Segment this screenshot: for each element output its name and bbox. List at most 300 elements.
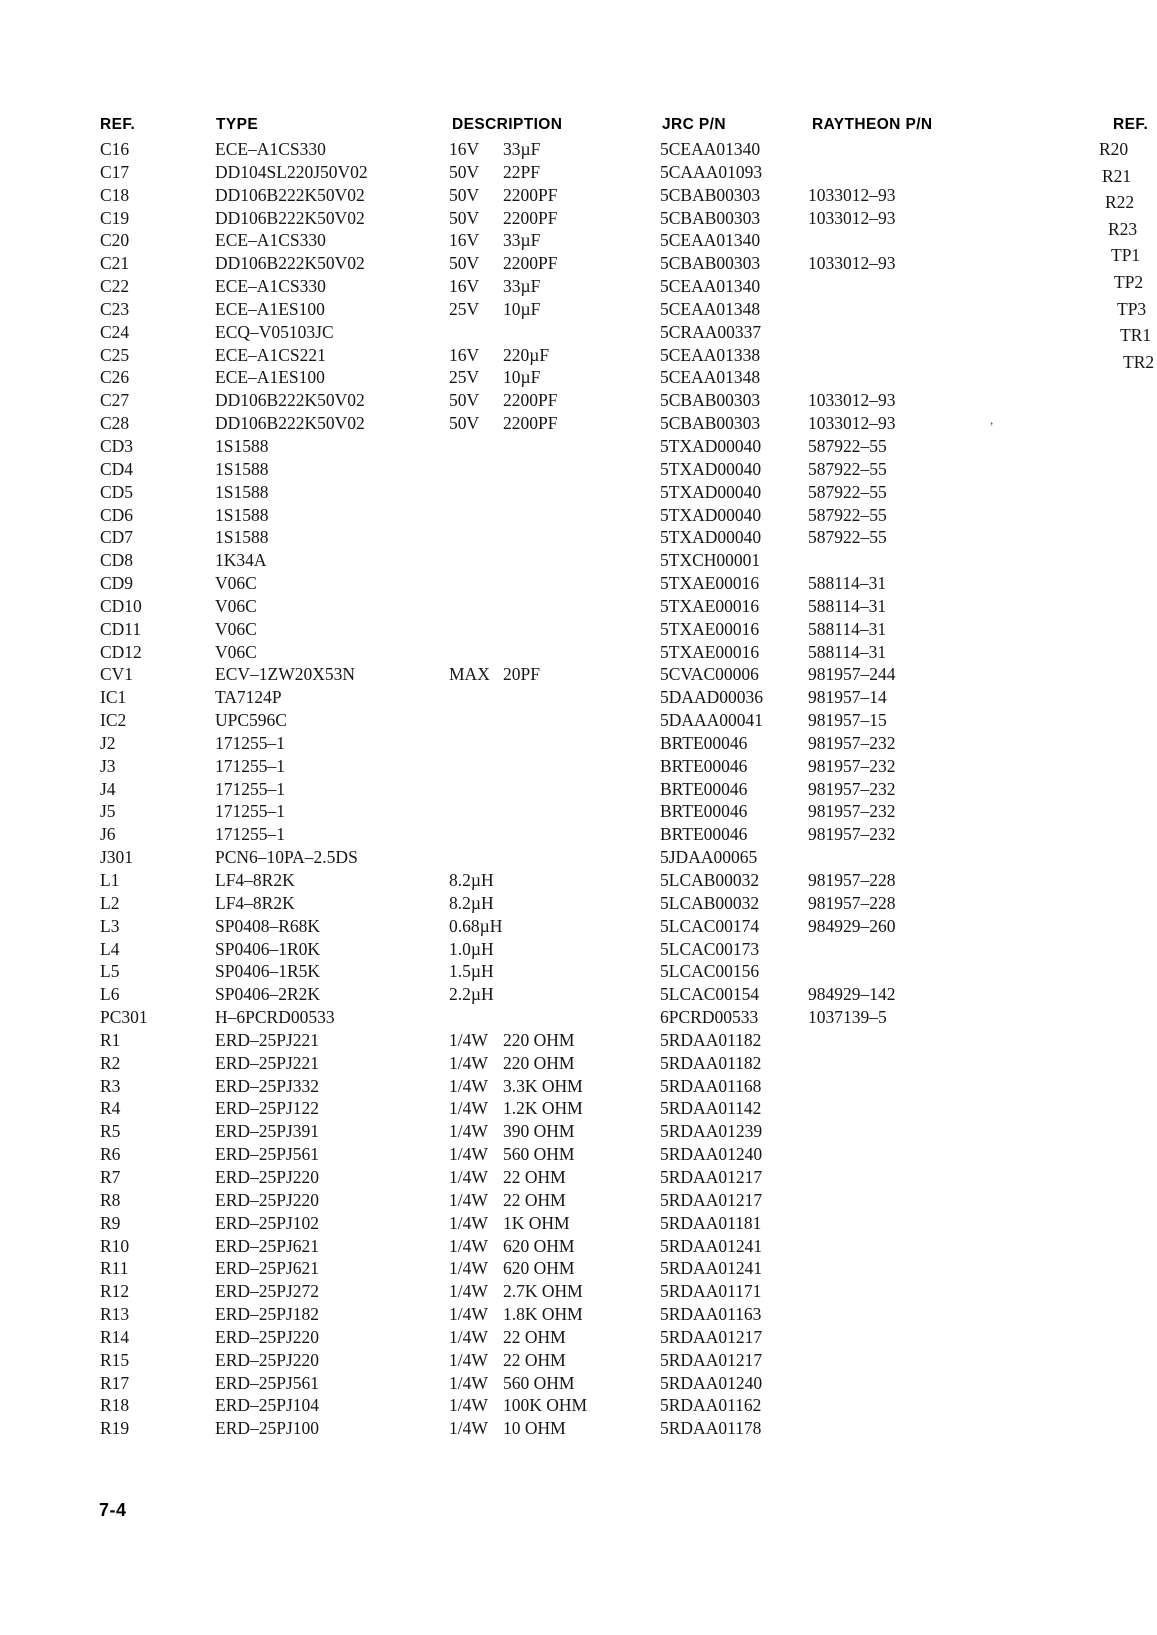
cell-type: ECE–A1CS330 — [215, 230, 326, 251]
cell-jrc: 5CEAA01348 — [660, 298, 761, 319]
cell-desc1: 1.0µH — [449, 938, 494, 959]
cell-ref: R6 — [100, 1144, 121, 1165]
cell-jrc: 5LCAC00174 — [660, 915, 760, 936]
cell-jrc: 5LCAC00156 — [660, 961, 760, 982]
cell-desc2: 560 OHM — [503, 1372, 575, 1393]
cell-ref: CD8 — [100, 550, 134, 571]
cell-desc2: 3.3K OHM — [503, 1075, 583, 1096]
cell-type: UPC596C — [215, 710, 287, 731]
cell-desc2: 1.2K OHM — [503, 1098, 583, 1119]
cell-desc2: 2200PF — [503, 390, 558, 411]
cell-desc2: 33µF — [503, 230, 541, 251]
table-row — [100, 1166, 1157, 1189]
cell-type: ERD–25PJ332 — [215, 1075, 320, 1096]
table-row — [100, 458, 1157, 481]
cell-jrc: 5RDAA01182 — [660, 1052, 762, 1073]
cell-desc2: 620 OHM — [503, 1258, 575, 1279]
cell-ref: C24 — [100, 321, 130, 342]
cell-desc1: 1/4W — [449, 1144, 488, 1165]
cell-raytheon: 587922–55 — [808, 527, 887, 548]
cell-desc1: 16V — [449, 139, 480, 159]
cell-ref: C28 — [100, 413, 130, 434]
cell-jrc: 5TXAD00040 — [660, 458, 762, 479]
cell-type: ECE–A1CS221 — [215, 344, 326, 365]
cell-desc1: 25V — [449, 367, 480, 388]
cell-jrc: 5RDAA01217 — [660, 1326, 763, 1347]
cell-desc2: 2200PF — [503, 184, 558, 205]
cell-ref: C17 — [100, 161, 130, 182]
table-row — [100, 1349, 1157, 1372]
cell-desc2: 20PF — [503, 664, 540, 685]
cell-raytheon: 981957–232 — [808, 801, 896, 822]
cell-ref: CD5 — [100, 481, 134, 502]
cell-ref: L2 — [100, 892, 120, 913]
cell-type: V06C — [215, 641, 257, 662]
cell-type: DD106B222K50V02 — [215, 207, 365, 228]
cell-desc2: 33µF — [503, 276, 541, 297]
cell-jrc: 5TXAD00040 — [660, 481, 762, 502]
cell-type: 171255–1 — [215, 801, 285, 822]
cell-desc1: 1/4W — [449, 1189, 488, 1210]
cell-raytheon: 981957–232 — [808, 824, 896, 845]
cell-raytheon: 587922–55 — [808, 435, 887, 456]
table-row — [100, 1372, 1157, 1395]
cell-type: 171255–1 — [215, 732, 285, 753]
cell-jrc: 6PCRD00533 — [660, 1007, 759, 1028]
cell-ref: C26 — [100, 367, 130, 388]
cell-jrc: 5TXAE00016 — [660, 573, 760, 594]
cell-type: ERD–25PJ220 — [215, 1189, 320, 1210]
cell-raytheon: 1033012–93 — [808, 207, 896, 228]
cell-type: ECE–A1CS330 — [215, 276, 326, 297]
cell-jrc: 5RDAA01178 — [660, 1418, 762, 1439]
cell-type: ERD–25PJ182 — [215, 1304, 320, 1325]
cell-desc1: 16V — [449, 276, 480, 297]
cell-ref: CD12 — [100, 641, 142, 662]
cell-ref: J2 — [100, 732, 116, 753]
right-ref-item: TP3 — [1117, 298, 1147, 319]
cell-jrc: 5CVAC00006 — [660, 664, 759, 685]
cell-jrc: 5RDAA01241 — [660, 1258, 763, 1279]
cell-jrc: 5TXAE00016 — [660, 595, 760, 616]
cell-jrc: 5CEAA01340 — [660, 139, 761, 159]
cell-raytheon: 981957–232 — [808, 755, 896, 776]
table-row — [100, 412, 1157, 435]
cell-ref: PC301 — [100, 1007, 148, 1028]
cell-desc1: 1/4W — [449, 1304, 488, 1325]
cell-jrc: BRTE00046 — [660, 801, 748, 822]
cell-raytheon: 981957–232 — [808, 778, 896, 799]
page-number: 7-4 — [99, 1500, 127, 1520]
cell-ref: R17 — [100, 1372, 130, 1393]
cell-desc1: 1/4W — [449, 1052, 488, 1073]
cell-raytheon: 588114–31 — [808, 618, 887, 639]
table-row — [100, 732, 1157, 755]
table-row — [100, 321, 1157, 344]
cell-raytheon: 1037139–5 — [808, 1007, 887, 1028]
cell-type: ERD–25PJ561 — [215, 1372, 320, 1393]
cell-jrc: BRTE00046 — [660, 732, 748, 753]
cell-desc1: 50V — [449, 207, 480, 228]
cell-jrc: BRTE00046 — [660, 778, 748, 799]
cell-desc2: 100K OHM — [503, 1395, 588, 1416]
cell-ref: CV1 — [100, 664, 134, 685]
table-row — [100, 892, 1157, 915]
cell-ref: R12 — [100, 1281, 130, 1302]
cell-ref: J301 — [100, 847, 134, 868]
table-row — [100, 686, 1157, 709]
right-ref-item: R20 — [1099, 139, 1129, 159]
cell-jrc: 5RDAA01239 — [660, 1121, 763, 1142]
right-ref-item: R23 — [1108, 218, 1138, 239]
cell-type: ERD–25PJ621 — [215, 1235, 320, 1256]
cell-desc2: 220 OHM — [503, 1029, 575, 1050]
scan-artifact-mark: , — [990, 412, 994, 427]
cell-type: H–6PCRD00533 — [215, 1007, 335, 1028]
cell-type: ECE–A1ES100 — [215, 367, 325, 388]
cell-type: LF4–8R2K — [215, 870, 295, 890]
cell-desc2: 620 OHM — [503, 1235, 575, 1256]
cell-type: 1S1588 — [215, 481, 269, 502]
cell-ref: R15 — [100, 1349, 130, 1370]
table-row — [100, 207, 1157, 230]
cell-type: PCN6–10PA–2.5DS — [215, 847, 358, 868]
table-row — [100, 1006, 1157, 1029]
cell-jrc: 5CBAB00303 — [660, 253, 761, 274]
cell-desc1: 50V — [449, 413, 480, 434]
cell-type: SP0406–1R0K — [215, 938, 321, 959]
cell-ref: CD6 — [100, 504, 134, 525]
cell-jrc: 5TXAD00040 — [660, 504, 762, 525]
cell-type: ERD–25PJ621 — [215, 1258, 320, 1279]
cell-type: DD106B222K50V02 — [215, 413, 365, 434]
table-row — [100, 572, 1157, 595]
cell-type: 171255–1 — [215, 824, 285, 845]
cell-jrc: 5RDAA01240 — [660, 1372, 763, 1393]
cell-ref: CD7 — [100, 527, 134, 548]
cell-jrc: 5CEAA01348 — [660, 367, 761, 388]
table-row — [100, 1394, 1157, 1417]
cell-type: DD106B222K50V02 — [215, 184, 365, 205]
cell-ref: R1 — [100, 1029, 121, 1050]
cell-ref: R13 — [100, 1304, 130, 1325]
cell-jrc: 5RDAA01241 — [660, 1235, 763, 1256]
cell-desc2: 10 OHM — [503, 1418, 566, 1439]
column-header-jrc-pn: JRC P/N — [662, 116, 726, 133]
cell-desc1: 2.2µH — [449, 984, 494, 1005]
cell-raytheon: 981957–244 — [808, 664, 896, 685]
cell-desc1: 25V — [449, 298, 480, 319]
cell-type: TA7124P — [215, 687, 282, 708]
right-ref-item: R22 — [1105, 192, 1135, 213]
column-header-raytheon-pn: RAYTHEON P/N — [812, 116, 933, 133]
table-row — [100, 1417, 1157, 1440]
cell-jrc: 5RDAA01163 — [660, 1304, 762, 1325]
table-row — [100, 481, 1157, 504]
cell-jrc: 5TXAE00016 — [660, 618, 760, 639]
cell-ref: R4 — [100, 1098, 121, 1119]
cell-jrc: 5RDAA01240 — [660, 1144, 763, 1165]
cell-desc1: 1/4W — [449, 1075, 488, 1096]
cell-raytheon: 587922–55 — [808, 481, 887, 502]
cell-ref: L4 — [100, 938, 120, 959]
cell-ref: CD11 — [100, 618, 142, 639]
cell-desc2: 2200PF — [503, 207, 558, 228]
cell-desc1: 16V — [449, 344, 480, 365]
table-row — [100, 755, 1157, 778]
table-row — [100, 1257, 1157, 1280]
table-row — [100, 915, 1157, 938]
cell-ref: L3 — [100, 915, 120, 936]
table-row — [100, 1212, 1157, 1235]
cell-ref: C27 — [100, 390, 130, 411]
cell-desc2: 2200PF — [503, 253, 558, 274]
cell-jrc: BRTE00046 — [660, 824, 748, 845]
cell-ref: IC1 — [100, 687, 127, 708]
table-row — [100, 869, 1157, 892]
table-row — [100, 344, 1157, 367]
table-row — [100, 663, 1157, 686]
table-row — [100, 366, 1157, 389]
cell-type: 1S1588 — [215, 458, 269, 479]
cell-jrc: 5JDAA00065 — [660, 847, 758, 868]
cell-desc2: 560 OHM — [503, 1144, 575, 1165]
cell-jrc: 5CRAA00337 — [660, 321, 762, 342]
cell-type: DD106B222K50V02 — [215, 253, 365, 274]
cell-jrc: 5RDAA01142 — [660, 1098, 762, 1119]
cell-type: ERD–25PJ122 — [215, 1098, 320, 1119]
cell-desc2: 22 OHM — [503, 1189, 566, 1210]
cell-jrc: 5RDAA01182 — [660, 1029, 762, 1050]
cell-jrc: 5TXAD00040 — [660, 527, 762, 548]
cell-ref: R18 — [100, 1395, 130, 1416]
cell-type: ERD–25PJ391 — [215, 1121, 320, 1142]
cell-type: 1K34A — [215, 550, 267, 571]
cell-type: SP0406–2R2K — [215, 984, 321, 1005]
cell-desc1: 8.2µH — [449, 870, 494, 890]
cell-type: 1S1588 — [215, 435, 269, 456]
cell-desc1: 1.5µH — [449, 961, 494, 982]
cell-jrc: 5TXAD00040 — [660, 435, 762, 456]
cell-desc1: 1/4W — [449, 1349, 488, 1370]
cell-desc2: 220µF — [503, 344, 550, 365]
cell-ref: R5 — [100, 1121, 121, 1142]
cell-jrc: 5DAAD00036 — [660, 687, 764, 708]
cell-desc1: 16V — [449, 230, 480, 251]
cell-desc2: 22 OHM — [503, 1326, 566, 1347]
cell-ref: C18 — [100, 184, 130, 205]
cell-ref: R8 — [100, 1189, 121, 1210]
cell-ref: CD4 — [100, 458, 134, 479]
cell-desc1: 1/4W — [449, 1098, 488, 1119]
table-row — [100, 1052, 1157, 1075]
cell-raytheon: 587922–55 — [808, 458, 887, 479]
cell-desc2: 22 OHM — [503, 1166, 566, 1187]
cell-jrc: 5CEAA01340 — [660, 230, 761, 251]
cell-type: ERD–25PJ102 — [215, 1212, 320, 1233]
table-row — [100, 709, 1157, 732]
cell-desc2: 1K OHM — [503, 1212, 570, 1233]
cell-jrc: 5TXAE00016 — [660, 641, 760, 662]
cell-type: ERD–25PJ104 — [215, 1395, 320, 1416]
cell-desc2: 220 OHM — [503, 1052, 575, 1073]
cell-desc1: 1/4W — [449, 1258, 488, 1279]
cell-desc1: 1/4W — [449, 1326, 488, 1347]
cell-ref: R19 — [100, 1418, 130, 1439]
cell-type: SP0406–1R5K — [215, 961, 321, 982]
cell-desc1: 1/4W — [449, 1121, 488, 1142]
cell-type: ERD–25PJ220 — [215, 1166, 320, 1187]
cell-raytheon: 1033012–93 — [808, 184, 896, 205]
table-row — [100, 846, 1157, 869]
cell-jrc: 5CBAB00303 — [660, 207, 761, 228]
cell-ref: CD3 — [100, 435, 134, 456]
cell-ref: C20 — [100, 230, 130, 251]
cell-jrc: 5RDAA01162 — [660, 1395, 762, 1416]
table-row — [100, 1029, 1157, 1052]
cell-raytheon: 1033012–93 — [808, 390, 896, 411]
cell-ref: C19 — [100, 207, 130, 228]
cell-jrc: BRTE00046 — [660, 755, 748, 776]
table-row — [100, 1189, 1157, 1212]
cell-desc1: 0.68µH — [449, 915, 503, 936]
cell-desc1: 1/4W — [449, 1418, 488, 1439]
cell-ref: C25 — [100, 344, 130, 365]
cell-ref: R3 — [100, 1075, 121, 1096]
table-row — [100, 641, 1157, 664]
cell-desc2: 22PF — [503, 161, 540, 182]
cell-ref: R14 — [100, 1326, 130, 1347]
table-row — [100, 960, 1157, 983]
cell-desc2: 22 OHM — [503, 1349, 566, 1370]
cell-jrc: 5TXCH00001 — [660, 550, 761, 571]
cell-desc1: 8.2µH — [449, 892, 494, 913]
table-row — [100, 1280, 1157, 1303]
column-header-type: TYPE — [216, 116, 259, 133]
cell-type: ERD–25PJ220 — [215, 1326, 320, 1347]
cell-desc2: 2200PF — [503, 413, 558, 434]
cell-desc1: 1/4W — [449, 1395, 488, 1416]
cell-type: ERD–25PJ221 — [215, 1052, 320, 1073]
cell-jrc: 5CBAB00303 — [660, 390, 761, 411]
cell-ref: IC2 — [100, 710, 127, 731]
cell-jrc: 5LCAC00173 — [660, 938, 760, 959]
table-row — [100, 1097, 1157, 1120]
table-row — [100, 549, 1157, 572]
cell-ref: CD10 — [100, 595, 142, 616]
cell-jrc: 5CBAB00303 — [660, 184, 761, 205]
column-header-ref: REF. — [100, 116, 136, 133]
cell-jrc: 5LCAB00032 — [660, 892, 760, 913]
parts-table — [100, 138, 1157, 1440]
cell-jrc: 5DAAA00041 — [660, 710, 764, 731]
cell-type: V06C — [215, 618, 257, 639]
table-row — [100, 435, 1157, 458]
cell-raytheon: 587922–55 — [808, 504, 887, 525]
table-row — [100, 1120, 1157, 1143]
table-row — [100, 1235, 1157, 1258]
cell-type: V06C — [215, 595, 257, 616]
table-row — [100, 138, 1157, 161]
cell-ref: CD9 — [100, 573, 134, 594]
cell-raytheon: 588114–31 — [808, 573, 887, 594]
cell-desc1: 50V — [449, 253, 480, 274]
cell-ref: J6 — [100, 824, 116, 845]
table-row — [100, 938, 1157, 961]
cell-jrc: 5RDAA01217 — [660, 1189, 763, 1210]
cell-desc1: 1/4W — [449, 1212, 488, 1233]
cell-type: ECV–1ZW20X53N — [215, 664, 355, 685]
table-row — [100, 800, 1157, 823]
cell-ref: L6 — [100, 984, 120, 1005]
cell-desc2: 2.7K OHM — [503, 1281, 583, 1302]
cell-type: ECQ–V05103JC — [215, 321, 334, 342]
cell-ref: R7 — [100, 1166, 121, 1187]
cell-jrc: 5RDAA01217 — [660, 1349, 763, 1370]
table-row — [100, 252, 1157, 275]
column-header-description: DESCRIPTION — [452, 116, 563, 133]
table-row — [100, 275, 1157, 298]
cell-type: ERD–25PJ220 — [215, 1349, 320, 1370]
cell-ref: L5 — [100, 961, 120, 982]
cell-ref: J3 — [100, 755, 116, 776]
table-row — [100, 823, 1157, 846]
cell-jrc: 5RDAA01168 — [660, 1075, 762, 1096]
cell-ref: R9 — [100, 1212, 121, 1233]
cell-type: ERD–25PJ100 — [215, 1418, 320, 1439]
right-ref-item: TP1 — [1111, 245, 1141, 266]
cell-raytheon: 984929–260 — [808, 915, 896, 936]
cell-raytheon: 981957–232 — [808, 732, 896, 753]
cell-ref: C21 — [100, 253, 130, 274]
table-row — [100, 298, 1157, 321]
right-ref-item: TP2 — [1114, 272, 1144, 292]
cell-desc1: 1/4W — [449, 1372, 488, 1393]
cell-type: 171255–1 — [215, 755, 285, 776]
cell-type: ERD–25PJ561 — [215, 1144, 320, 1165]
table-row — [100, 618, 1157, 641]
table-row — [100, 526, 1157, 549]
cell-raytheon: 1033012–93 — [808, 413, 896, 434]
cell-jrc: 5RDAA01217 — [660, 1166, 763, 1187]
cell-jrc: 5RDAA01181 — [660, 1212, 762, 1233]
cell-desc1: 1/4W — [449, 1166, 488, 1187]
cell-raytheon: 984929–142 — [808, 984, 896, 1005]
table-row — [100, 1075, 1157, 1098]
table-row — [100, 161, 1157, 184]
cell-type: ERD–25PJ221 — [215, 1029, 320, 1050]
cell-raytheon: 981957–228 — [808, 892, 896, 913]
table-row — [100, 229, 1157, 252]
cell-raytheon: 981957–228 — [808, 870, 896, 890]
cell-type: 1S1588 — [215, 504, 269, 525]
cell-jrc: 5RDAA01171 — [660, 1281, 762, 1302]
cell-desc2: 390 OHM — [503, 1121, 575, 1142]
cell-desc1: 1/4W — [449, 1281, 488, 1302]
cell-jrc: 5CBAB00303 — [660, 413, 761, 434]
cell-jrc: 5LCAC00154 — [660, 984, 760, 1005]
cell-raytheon: 588114–31 — [808, 641, 887, 662]
cell-desc1: 50V — [449, 184, 480, 205]
cell-desc2: 10µF — [503, 298, 541, 319]
cell-type: DD106B222K50V02 — [215, 390, 365, 411]
cell-type: V06C — [215, 573, 257, 594]
table-row — [100, 595, 1157, 618]
cell-raytheon: 981957–14 — [808, 687, 887, 708]
cell-type: ECE–A1CS330 — [215, 139, 326, 159]
right-ref-item: R21 — [1102, 165, 1132, 186]
cell-ref: R2 — [100, 1052, 121, 1073]
